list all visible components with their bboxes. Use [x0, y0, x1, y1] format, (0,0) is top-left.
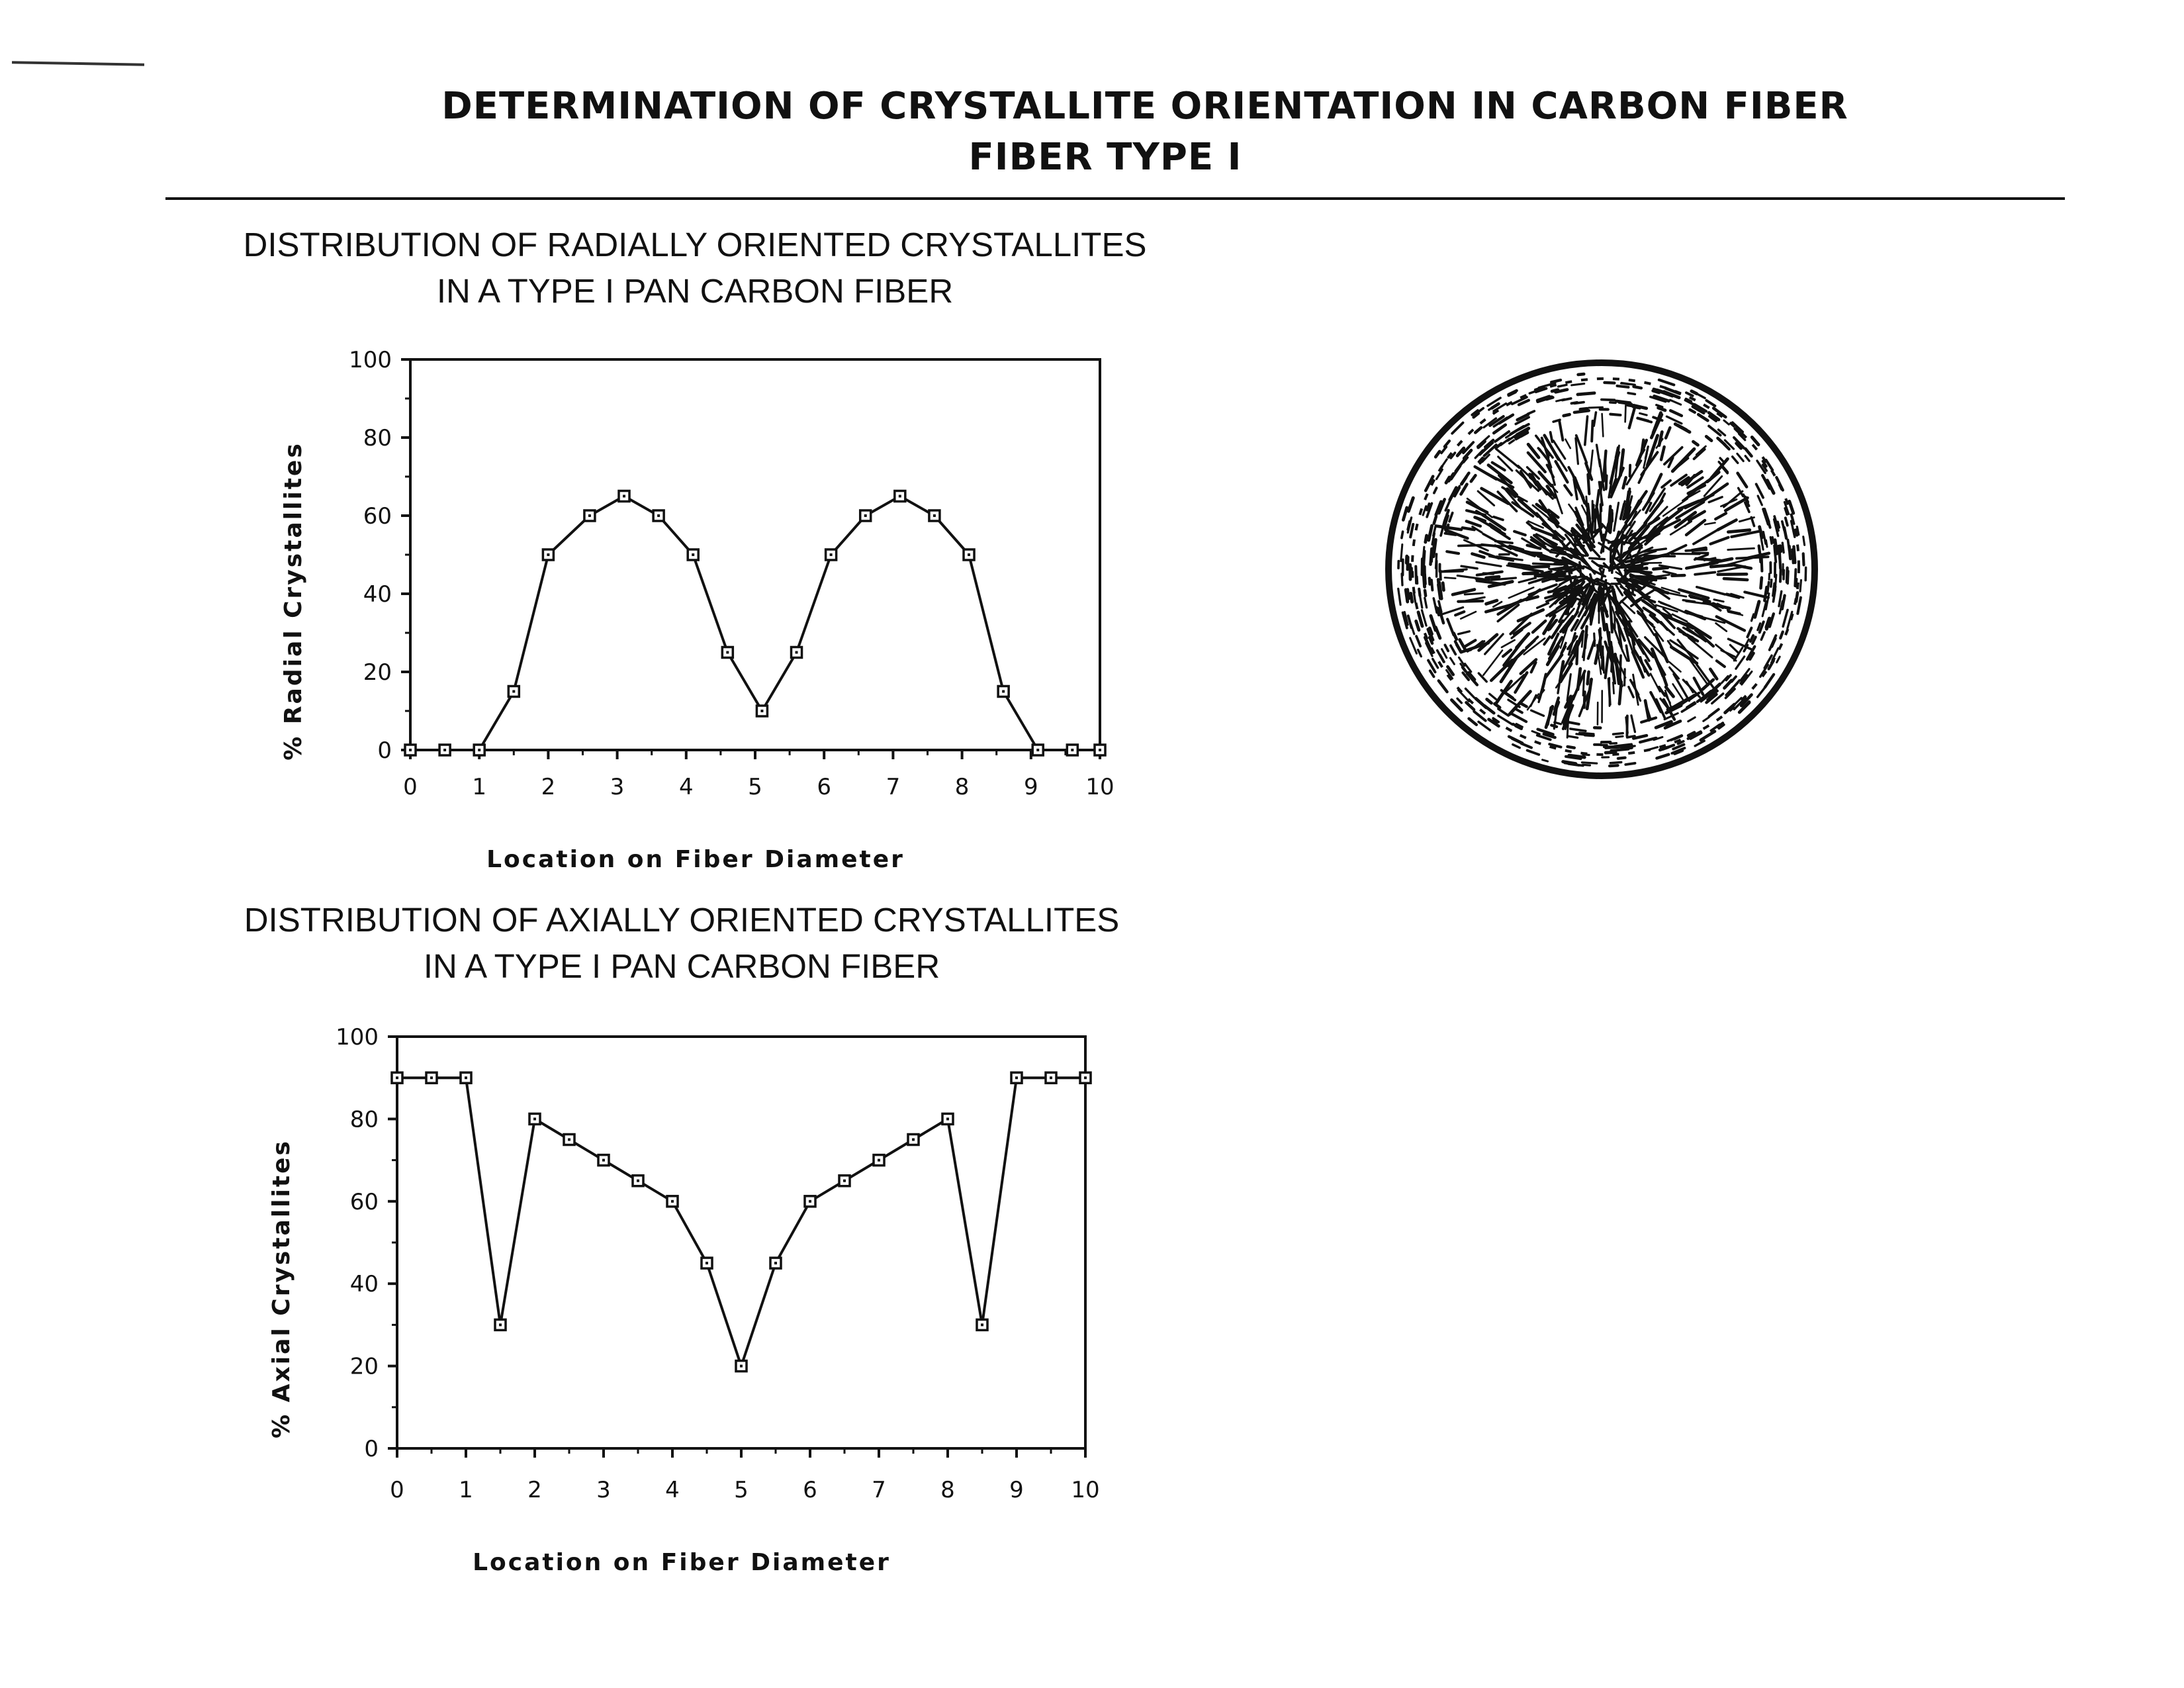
fiber-cross-section-illustration [1383, 351, 1833, 788]
axial-data-point-center [671, 1200, 674, 1203]
axial-y-tick-label: 60 [349, 1188, 379, 1215]
axial-y-tick-label: 40 [349, 1271, 379, 1298]
radial-x-tick-label: 2 [541, 774, 556, 800]
radial-x-tick-label: 1 [472, 774, 487, 800]
axial-data-point-center [740, 1365, 743, 1368]
axial-data-point-center [809, 1200, 811, 1203]
radial-y-tick-label: 100 [349, 347, 392, 373]
radial-chart-title-line1: DISTRIBUTION OF RADIALLY ORIENTED CRYSTALLITES [243, 226, 1147, 263]
radial-x-axis-label: Location on Fiber Diameter [486, 846, 905, 873]
axial-x-tick-label: 0 [390, 1477, 404, 1503]
axial-chart-title-line2: IN A TYPE I PAN CARBON FIBER [423, 947, 940, 985]
axial-y-tick-label: 20 [349, 1353, 379, 1380]
radial-x-tick-label: 9 [1023, 774, 1038, 800]
axial-x-tick-label: 7 [872, 1477, 886, 1503]
radial-x-tick-label: 3 [610, 774, 625, 800]
axial-y-axis-label: % Axial Crystallites [268, 1139, 295, 1438]
axial-x-tick-label: 5 [734, 1477, 749, 1503]
axial-data-point-center [878, 1159, 880, 1162]
axial-data-point-center [774, 1262, 777, 1264]
axial-y-tick-label: 100 [336, 1024, 379, 1051]
axial-data-point-center [981, 1323, 983, 1326]
page-title: DETERMINATION OF CRYSTALLITE ORIENTATION IN CARBON FIBER [441, 85, 1848, 128]
axial-data-point-center [499, 1323, 502, 1326]
page-subtitle: FIBER TYPE I [968, 136, 1242, 179]
axial-plot-frame [397, 1037, 1085, 1448]
axial-data-point-center [1084, 1076, 1087, 1079]
axial-data-point-center [843, 1180, 846, 1182]
axial-data-point-center [912, 1139, 915, 1141]
axial-x-tick-label: 4 [665, 1477, 680, 1503]
axial-x-axis-label: Location on Fiber Diameter [473, 1549, 891, 1576]
axial-data-point-center [1050, 1076, 1052, 1079]
radial-x-tick-label: 8 [954, 774, 970, 800]
axial-data-point-center [533, 1117, 536, 1120]
radial-x-tick-label: 4 [678, 774, 694, 800]
radial-x-tick-label: 5 [748, 774, 762, 800]
radial-y-tick-label: 80 [363, 425, 392, 451]
axial-data-point-center [705, 1262, 708, 1264]
radial-chart-title-line2: IN A TYPE I PAN CARBON FIBER [436, 272, 954, 310]
axial-data-point-center [637, 1180, 639, 1182]
radial-y-tick-label: 40 [363, 581, 392, 608]
axial-x-tick-label: 9 [1009, 1477, 1024, 1503]
radial-y-tick-label: 0 [377, 737, 392, 764]
axial-data-point-center [602, 1159, 605, 1162]
axial-x-tick-label: 1 [459, 1477, 473, 1503]
radial-x-tick-label: 6 [817, 774, 832, 800]
axial-data-point-center [568, 1139, 570, 1141]
radial-y-tick-label: 20 [363, 659, 392, 686]
axial-x-tick-label: 2 [527, 1477, 542, 1503]
axial-data-point-center [465, 1076, 467, 1079]
radial-y-tick-label: 60 [363, 503, 392, 530]
axial-x-tick-label: 6 [803, 1477, 817, 1503]
radial-x-tick-label: 7 [886, 774, 901, 800]
radial-x-tick-label: 10 [1085, 774, 1115, 800]
radial-x-tick-label: 0 [403, 774, 418, 800]
axial-data-point-center [1015, 1076, 1018, 1079]
radial-y-axis-label: % Radial Crystallites [280, 442, 307, 761]
axial-y-tick-label: 80 [349, 1106, 379, 1133]
axial-data-point-center [430, 1076, 433, 1079]
axial-chart-title-line1: DISTRIBUTION OF AXIALLY ORIENTED CRYSTALLITES [244, 901, 1120, 939]
axial-data-point-center [396, 1076, 398, 1079]
axial-x-tick-label: 10 [1071, 1477, 1100, 1503]
axial-x-tick-label: 3 [596, 1477, 611, 1503]
axial-y-tick-label: 0 [364, 1436, 379, 1462]
axial-data-point-center [946, 1117, 949, 1120]
axial-x-tick-label: 8 [940, 1477, 955, 1503]
